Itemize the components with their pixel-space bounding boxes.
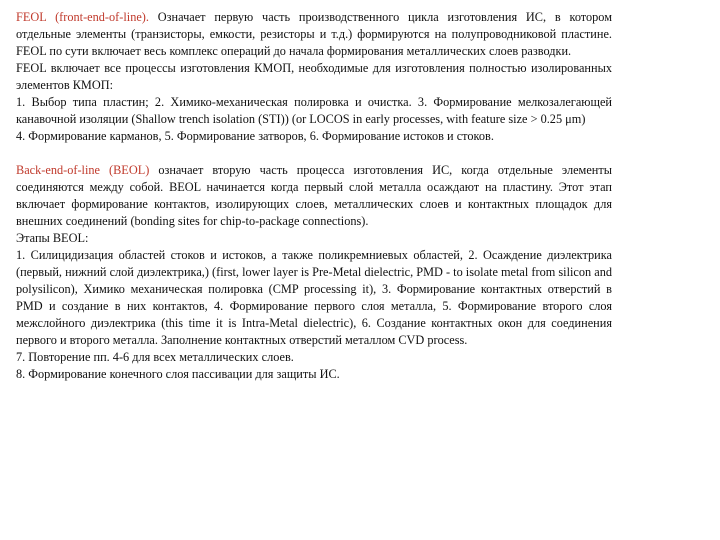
feol-definition	[16, 9, 612, 60]
document-body	[16, 9, 612, 383]
beol-step-7: 7. Повторение пп. 4-6 для всех металлических слоев.	[16, 350, 294, 364]
beol-step-8: 8. Формирование конечного слоя пассивации для защиты ИС.	[16, 367, 340, 381]
beol-steps-1-6: 1. Силицидизация областей стоков и истоков, а также поликремниевых областей, 2. Осаждение диэлектрика (первый, нижний слой диэлектрика,) (first, lower layer is Pre-Metal dielectric, PMD - to isolate metal from silicon and polysilicon), Химико механическая полировка (CMP processing it), 3. Формирование контактных отверстий в PMD и создание в них контактов, 4. Формирование первого слоя металла, 5. Формирование второго слоя межслойного диэлектрика (this time it is Intra-Metal dielectric), 6. Создание контактных окон для соединения первого и второго металла. Заполнение контактных отверстий металлом CVD process.	[16, 248, 612, 347]
feol-intro: Означает первую часть производственного цикла изготовления ИС, в котором отдельные элементы (транзисторы, емкости, резисторы и т.д.) формируются на полупроводниковой пластине. FEOL по сути включает весь комплекс операций до начала формирования металлических слоев разводки.	[16, 10, 613, 58]
beol-section	[16, 162, 612, 383]
feol-section	[16, 9, 612, 145]
feol-steps-1-3: 1. Выбор типа пластин; 2. Химико-механическая полировка и очистка. 3. Формирование мелкозалегающей канавочной изоляции (Shallow trench isolation (STI)) (or LOCOS in early processes, with feature size > 0.25 μm)	[16, 95, 612, 126]
beol-stages-heading: Этапы BEOL:	[16, 231, 89, 245]
feol-term: FEOL (front-end-of-line).	[16, 10, 149, 24]
feol-includes: FEOL включает все процессы изготовления КМОП, необходимые для изготовления полностью изолированных элементов КМОП:	[16, 61, 612, 92]
beol-term: Back-end-of-line (BEOL)	[16, 163, 150, 177]
beol-intro: означает вторую часть процесса изготовления ИС, когда отдельные элементы соединяются между собой. BEOL начинается когда первый слой металла осаждают на пластину. Этот этап включает формирование контактов, изолирующих слоев, металлических слоев и контактных площадок для внешних соединений (bonding sites for chip-to-package connections).	[16, 163, 612, 228]
feol-steps-4-6: 4. Формирование карманов, 5. Формирование затворов, 6. Формирование истоков и стоков.	[16, 129, 494, 143]
beol-definition	[16, 162, 612, 230]
section-spacer	[16, 145, 612, 162]
